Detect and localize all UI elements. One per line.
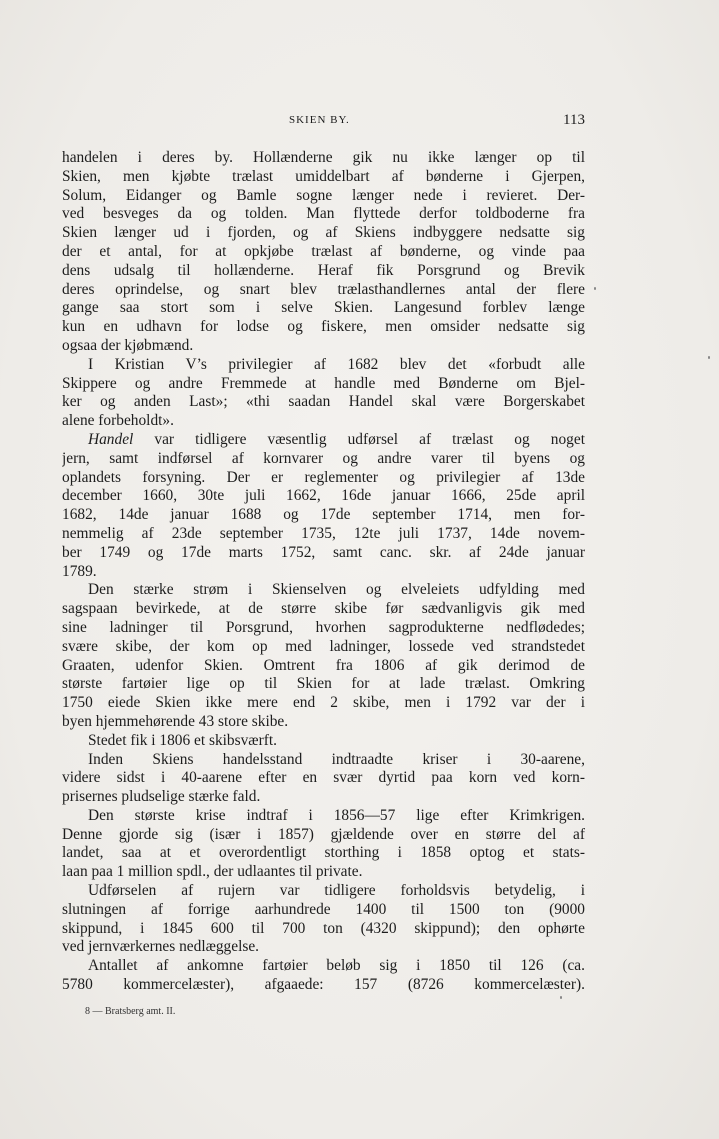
page-number: 113 — [563, 112, 585, 128]
italic-term: Handel — [88, 430, 134, 448]
footer-signature: 8 — Bratsberg amt. II. — [85, 1006, 176, 1017]
text-line: Inden Skiens handelsstand indtraadte kriser i 30-aarene, — [88, 750, 585, 768]
text-line: sine ladninger til Porsgrund, hvorhen sagprodukterne nedflødedes; — [62, 618, 585, 636]
text-line: 1682, 14de januar 1688 og 17de september 1714, men for- — [62, 506, 585, 524]
text-line: prisernes pludselige stærke fald. — [62, 788, 261, 806]
text-line: Stedet fik i 1806 et skibsværft. — [88, 731, 277, 749]
text-line: der et antal, for at opkjøbe trælast af bønderne, og vinde paa — [62, 242, 585, 260]
text-line: slutningen af forrige aarhundrede 1400 til 1500 ton (9000 — [62, 900, 585, 918]
text-line: gange saa stort som i selve Skien. Langesund forblev længe — [62, 299, 585, 317]
text-line: kun en udhavn for lodse og fiskere, men omsider nedsatte sig — [62, 318, 585, 336]
text-line: skippund, i 1845 600 til 700 ton (4320 skippund); den ophørte — [62, 919, 585, 937]
text-line: deres oprindelse, og snart blev trælasthandlernes antal der flere — [62, 280, 585, 298]
text-line: dens udsalg til hollænderne. Heraf fik Porsgrund og Brevik — [62, 261, 585, 279]
text-line: Denne gjorde sig (især i 1857) gjældende over en større del af — [62, 825, 585, 843]
text-line: byen hjemmehørende 43 store skibe. — [62, 712, 289, 730]
text-line: Skippere og andre Fremmede at handle med Bønderne om Bjel- — [62, 374, 585, 392]
text-line: ogsaa der kjøbmænd. — [62, 336, 194, 354]
text-line: nemmelig af 23de september 1735, 12te juli 1737, 14de novem- — [62, 524, 585, 542]
text-line: Antallet af ankomne fartøier beløb sig i 1850 til 126 (ca. — [88, 957, 585, 975]
text-line: handelen i deres by. Hollænderne gik nu ikke længer op til — [62, 149, 585, 166]
text-line: største fartøier lige op til Skien for at lade trælast. Omkring — [62, 675, 585, 693]
line-text: var tidligere væsentlig udførsel af trælast og noget — [154, 430, 585, 448]
text-line: svære skibe, der kom op med ladninger, lossede ved strandstedet — [62, 637, 585, 655]
text-line: Den stærke strøm i Skienselven og elveleiets udfylding med — [88, 581, 585, 599]
text-line: Den største krise indtraf i 1856—57 lige efter Krimkrigen. — [88, 806, 585, 824]
print-speck — [594, 287, 596, 290]
text-line: ker og anden Last»; «thi saadan Handel skal være Borgerskabet — [62, 393, 585, 411]
text-line: december 1660, 30te juli 1662, 16de januar 1666, 25de april — [62, 487, 585, 505]
text-line: ber 1749 og 17de marts 1752, samt canc. skr. af 24de januar — [62, 543, 585, 561]
text-line: ved besveges da og tolden. Man flyttede derfor toldboderne fra — [62, 205, 585, 223]
print-speck — [708, 356, 710, 359]
text-line: landet, saa at et overordentligt storthing i 1858 optog et stats- — [62, 844, 585, 862]
text-line: I Kristian V’s privilegier af 1682 blev det «forbudt alle — [88, 355, 585, 373]
text-line: Solum, Eidanger og Bamle sogne længer nede i revieret. Der- — [62, 186, 585, 204]
text-line: ved jernværkernes nedlæggelse. — [62, 938, 260, 956]
print-speck — [560, 996, 562, 999]
text-line: oplandets forsyning. Der er reglementer og privilegier af 13de — [62, 468, 585, 486]
text-line: jern, samt indførsel af kornvarer og andre varer til byens og — [62, 449, 585, 467]
text-line: alene forbeholdt». — [62, 412, 174, 430]
text-line: sagspaan bevirkede, at de større skibe før sædvanligvis gik med — [62, 600, 585, 618]
page-header — [62, 112, 585, 132]
text-line: videre sidst i 40-aarene efter en svær dyrtid paa korn ved korn- — [62, 769, 585, 787]
text-line: Skien længer ud i fjorden, og af Skiens indbyggere nedsatte sig — [62, 224, 585, 242]
text-line: 1789. — [62, 562, 97, 580]
text-line: laan paa 1 million spdl., der udlaantes til private. — [62, 863, 363, 881]
text-line: Skien, men kjøbte trælast umiddelbart af bønderne i Gjerpen, — [62, 167, 585, 185]
body-text — [62, 149, 585, 995]
text-line: Graaten, udenfor Skien. Omtrent fra 1806 af gik derimod de — [62, 656, 585, 674]
running-title: SKIEN BY. — [289, 114, 350, 126]
text-line: Udførselen af rujern var tidligere forholdsvis betydelig, i — [88, 882, 585, 900]
text-line — [62, 431, 585, 450]
text-line: 1750 eiede Skien ikke mere end 2 skibe, men i 1792 var der i — [62, 694, 585, 712]
text-line: 5780 kommercelæster), afgaaede: 157 (8726 kommercelæster). — [62, 976, 585, 994]
